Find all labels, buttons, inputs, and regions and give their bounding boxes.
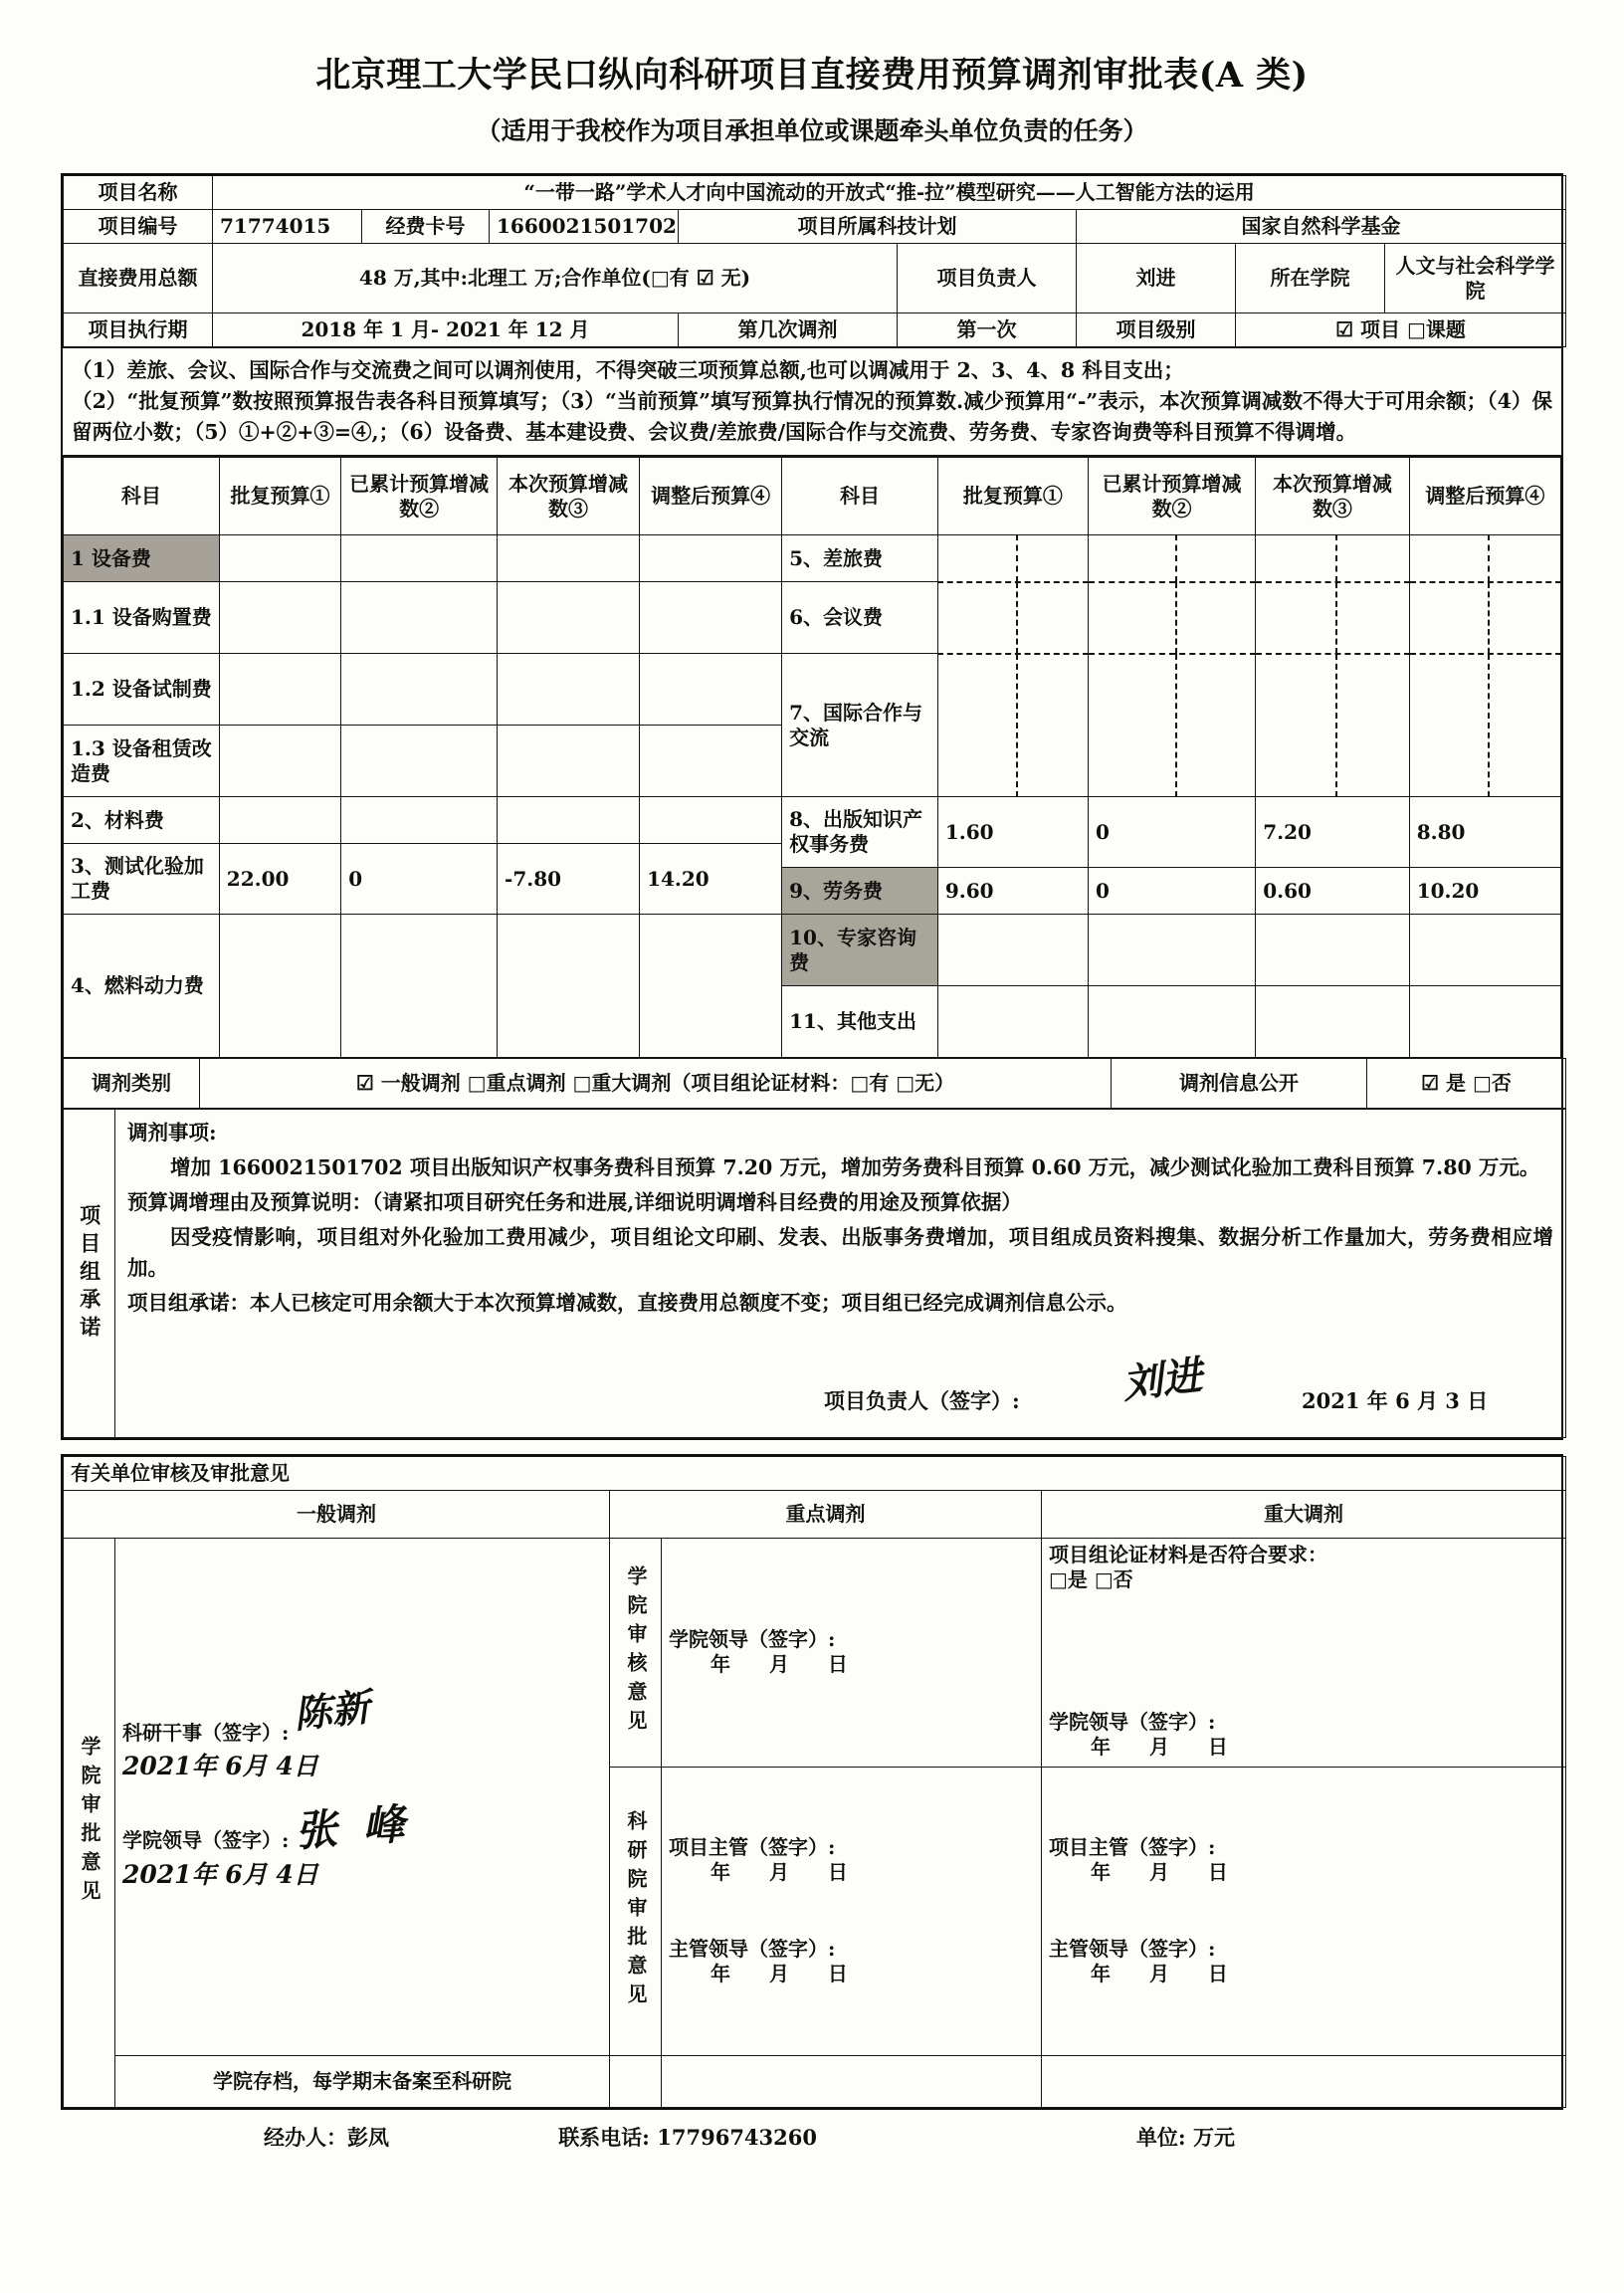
budget-after[interactable] [640, 582, 782, 654]
plan-value: 国家自然科学基金 [1077, 210, 1566, 244]
commitment-side-label: 项目组承诺 [77, 1203, 102, 1344]
table-row [64, 654, 1561, 726]
key-review-side-label-cell [610, 1538, 662, 1767]
leader-signature-row [127, 1352, 1553, 1427]
budget-after[interactable] [640, 654, 782, 726]
archive-note: 学院存档，每学期末备案至科研院 [115, 2055, 610, 2107]
adjust-times-value: 第一次 [898, 313, 1077, 347]
budget-subject: 1.3 设备租赁改造费 [64, 726, 220, 797]
card-no-value: 1660021501702 [490, 210, 679, 244]
college-label: 所在学院 [1236, 244, 1385, 313]
budget-current[interactable]: 7.20 [1256, 797, 1410, 868]
archive-spacer-1 [610, 2055, 662, 2107]
adjustment-items-title: 调剂事项: [127, 1121, 217, 1146]
approval-col-major: 重大调剂 [1042, 1490, 1566, 1538]
budget-cumulative[interactable] [341, 535, 498, 582]
budget-after[interactable] [640, 915, 782, 1058]
commitment-body-cell [115, 1110, 1566, 1438]
budget-approved[interactable] [937, 582, 1088, 654]
budget-cumulative[interactable] [1088, 582, 1255, 654]
footer-bar [61, 2122, 1563, 2152]
instruction-line-1: （1）差旅、会议、国际合作与交流费之间可以调剂使用，不得突破三项预算总额,也可以调减用于 2、3、4、8 科目支出； [72, 358, 1184, 382]
project-info-table [63, 175, 1566, 347]
leader-signature-handwriting: 刘进 [1119, 1352, 1205, 1408]
major-materials-question: 项目组论证材料是否符合要求： [1049, 1542, 1327, 1566]
project-no-value: 71774015 [213, 210, 362, 244]
table-row [64, 176, 1566, 210]
budget-after[interactable] [1409, 535, 1560, 582]
general-approval-cell [115, 1538, 610, 2055]
col-approved-left: 批复预算① [219, 458, 340, 535]
instructions-block [63, 347, 1561, 457]
general-leader-signature: 张峰 [294, 1797, 433, 1856]
unit-value: 万元 [1193, 2124, 1235, 2150]
disclosure-value[interactable]: ☑ 是 □否 [1367, 1059, 1566, 1109]
key-college-leader-date: 年 月 日 [710, 1652, 864, 1677]
budget-after[interactable] [1409, 915, 1560, 986]
page-title: 北京理工大学民口纵向科研项目直接费用预算调剂审批表(A 类) [315, 55, 1309, 96]
approval-section-title: 有关单位审核及审批意见 [64, 1456, 1566, 1490]
instruction-line-2: （2）“批复预算”数按照预算报告表各科目预算填写；（3）“当前预算”填写预算执行情况的预算数.减少预算用“-”表示，本次预算调减数不得大于可用余额；（4）保留两位小数；（5）①+②+③=④,；（6）设备费、基本建设费、会议费/差旅费/国际合作与交流费、劳务费、专家咨询费等科目预算不得调增。 [72, 388, 1552, 444]
col-after-left: 调整后预算④ [640, 458, 782, 535]
category-options[interactable]: ☑ 一般调剂 □重点调剂 □重大调剂（项目组论证材料：□有 □无） [200, 1059, 1112, 1109]
col-approved-right: 批复预算① [937, 458, 1088, 535]
general-officer-signature: 陈新 [292, 1684, 372, 1738]
budget-current[interactable] [498, 535, 640, 582]
table-row [64, 797, 1561, 844]
table-row [64, 535, 1561, 582]
budget-current[interactable]: 0.60 [1256, 868, 1410, 915]
approval-frame [61, 1454, 1563, 2110]
budget-subject: 1 设备费 [64, 535, 220, 582]
budget-cumulative[interactable]: 0 [1088, 868, 1255, 915]
budget-after[interactable] [1409, 986, 1560, 1058]
table-row [64, 2055, 1566, 2107]
major-college-leader-date: 年 月 日 [1091, 1734, 1244, 1759]
budget-approved[interactable] [937, 654, 1088, 797]
major-college-leader-label: 学院领导（签字）: [1049, 1709, 1216, 1734]
table-row [64, 313, 1566, 347]
budget-adjustment-table [63, 457, 1561, 1058]
reason-title: 预算调增理由及预算说明：（请紧扣项目研究任务和进展,详细说明调增科目经费的用途及预算依据） [127, 1189, 1022, 1214]
budget-subject: 10、专家咨询费 [782, 915, 938, 986]
leader-label: 项目负责人 [898, 244, 1077, 313]
key-institute-side-label: 科研院审批意见 [624, 1809, 648, 2012]
budget-header-row [64, 458, 1561, 535]
major-supervisor-label: 主管领导（签字）: [1049, 1937, 1216, 1962]
budget-cumulative[interactable] [341, 654, 498, 726]
adjustment-category-table [63, 1058, 1566, 1109]
general-officer-label: 科研干事（签字）: [122, 1721, 290, 1746]
budget-current[interactable] [498, 654, 640, 726]
general-leader-date: 2021年 6月 4日 [122, 1860, 318, 1890]
total-budget-label: 直接费用总额 [64, 244, 213, 313]
budget-cumulative[interactable] [1088, 986, 1255, 1058]
budget-approved[interactable]: 9.60 [937, 868, 1088, 915]
budget-subject: 2、材料费 [64, 797, 220, 844]
handler-value: 彭凤 [347, 2124, 389, 2150]
project-name-label: 项目名称 [64, 176, 213, 210]
commitment-side-label-cell [64, 1110, 115, 1438]
col-current-left: 本次预算增减数③ [498, 458, 640, 535]
budget-cumulative[interactable] [341, 915, 498, 1058]
project-level-label: 项目级别 [1077, 313, 1236, 347]
budget-approved[interactable] [219, 726, 340, 797]
budget-cumulative[interactable]: 0 [341, 844, 498, 915]
page-subtitle: （适用于我校作为项目承担单位或课题牵头单位负责的任务） [476, 116, 1148, 145]
budget-cumulative[interactable] [1088, 535, 1255, 582]
budget-current[interactable] [498, 915, 640, 1058]
handler-label: 经办人： [264, 2124, 347, 2150]
table-row [64, 1456, 1566, 1490]
general-officer-date: 2021年 6月 4日 [122, 1751, 318, 1780]
budget-subject: 6、会议费 [782, 582, 938, 654]
phone-label: 联系电话: [558, 2124, 650, 2150]
title-block [0, 0, 1624, 147]
table-row [64, 1110, 1566, 1438]
budget-current[interactable] [1256, 582, 1410, 654]
key-supervisor-date: 年 月 日 [710, 1962, 864, 1986]
total-budget-value: 48 万,其中:北理工 万;合作单位(□有 ☑ 无) [213, 244, 898, 313]
budget-after[interactable] [640, 726, 782, 797]
major-materials-cell [1042, 1538, 1566, 1767]
key-supervisor-label: 主管领导（签字）: [669, 1937, 836, 1962]
adjustment-items-body: 增加 1660021501702 项目出版知识产权事务费科目预算 7.20 万元，增加劳务费科目预算 0.60 万元，减少测试化验加工费科目预算 7.80 万元。 [170, 1155, 1540, 1180]
key-project-manager-label: 项目主管（签字）: [669, 1835, 836, 1860]
disclosure-label: 调剂信息公开 [1112, 1059, 1367, 1109]
col-subject-left: 科目 [64, 458, 220, 535]
budget-after[interactable] [1409, 582, 1560, 654]
table-row [64, 582, 1561, 654]
budget-subject: 1.2 设备试制费 [64, 654, 220, 726]
major-supervisor-date: 年 月 日 [1091, 1962, 1244, 1986]
project-name-value: “一带一路”学术人才向中国流动的开放式“推-拉”模型研究——人工智能方法的运用 [213, 176, 1566, 210]
budget-current[interactable] [498, 726, 640, 797]
major-managers-cell [1042, 1767, 1566, 2055]
main-form-frame [61, 173, 1563, 1440]
archive-spacer-2 [662, 2055, 1042, 2107]
budget-after[interactable]: 8.80 [1409, 797, 1560, 868]
table-row [64, 210, 1566, 244]
archive-spacer-3 [1042, 2055, 1566, 2107]
key-college-leader-cell [662, 1538, 1042, 1767]
budget-subject: 9、劳务费 [782, 868, 938, 915]
budget-current[interactable] [498, 582, 640, 654]
budget-after[interactable]: 10.20 [1409, 868, 1560, 915]
leader-signature-date: 2021 年 6 月 3 日 [1302, 1387, 1489, 1413]
budget-current[interactable] [1256, 654, 1410, 797]
budget-cumulative[interactable] [1088, 654, 1255, 797]
major-materials-options[interactable]: □是 □否 [1049, 1566, 1133, 1591]
adjust-times-label: 第几次调剂 [679, 313, 898, 347]
key-college-leader-label: 学院领导（签字）: [669, 1627, 836, 1652]
general-side-label: 学院审批意见 [78, 1736, 102, 1910]
phone-field [389, 2122, 817, 2152]
college-value: 人文与社会科学学院 [1385, 244, 1566, 313]
budget-approved[interactable] [219, 797, 340, 844]
project-level-value[interactable]: ☑ 项目 □课题 [1236, 313, 1566, 347]
major-project-manager-label: 项目主管（签字）: [1049, 1835, 1216, 1860]
budget-subject: 8、出版知识产权事务费 [782, 797, 938, 868]
budget-approved[interactable]: 22.00 [219, 844, 340, 915]
budget-after[interactable] [1409, 654, 1560, 797]
table-row [64, 1490, 1566, 1538]
key-review-side-label: 学院审核意见 [624, 1565, 648, 1740]
budget-subject: 3、测试化验加工费 [64, 844, 220, 915]
leader-value: 刘进 [1077, 244, 1236, 313]
budget-cumulative[interactable] [341, 797, 498, 844]
card-no-label: 经费卡号 [362, 210, 490, 244]
col-subject-right: 科目 [782, 458, 938, 535]
budget-approved[interactable]: 1.60 [937, 797, 1088, 868]
reason-body: 因受疫情影响，项目组对外化验加工费用减少，项目组论文印刷、发表、出版事务费增加，项目组成员资料搜集、数据分析工作量加大，劳务费相应增加。 [127, 1224, 1553, 1281]
col-current-right: 本次预算增减数③ [1256, 458, 1410, 535]
col-cumulative-right: 已累计预算增减数② [1088, 458, 1255, 535]
general-side-label-cell [64, 1538, 115, 2107]
key-project-manager-date: 年 月 日 [710, 1860, 864, 1885]
col-cumulative-left: 已累计预算增减数② [341, 458, 498, 535]
budget-after[interactable] [640, 797, 782, 844]
approval-table [63, 1456, 1566, 2108]
budget-current[interactable]: -7.80 [498, 844, 640, 915]
phone-value: 17796743260 [657, 2124, 817, 2150]
budget-approved[interactable] [219, 654, 340, 726]
period-label: 项目执行期 [64, 313, 213, 347]
budget-current[interactable] [498, 797, 640, 844]
budget-current[interactable] [1256, 535, 1410, 582]
key-managers-cell [662, 1767, 1042, 2055]
unit-label: 单位: [1135, 2124, 1186, 2150]
budget-subject: 11、其他支出 [782, 986, 938, 1058]
budget-after[interactable] [640, 535, 782, 582]
unit-field [817, 2122, 1235, 2152]
approval-col-general: 一般调剂 [64, 1490, 610, 1538]
general-leader-line [122, 1797, 602, 1860]
category-label: 调剂类别 [64, 1059, 200, 1109]
period-value: 2018 年 1 月- 2021 年 12 月 [213, 313, 679, 347]
project-no-label: 项目编号 [64, 210, 213, 244]
budget-cumulative[interactable]: 0 [1088, 797, 1255, 868]
commitment-table [63, 1109, 1566, 1438]
budget-after[interactable]: 14.20 [640, 844, 782, 915]
approval-col-key: 重点调剂 [610, 1490, 1042, 1538]
budget-cumulative[interactable] [1088, 915, 1255, 986]
budget-current[interactable] [1256, 986, 1410, 1058]
promise-text: 项目组承诺：本人已核定可用余额大于本次预算增减数，直接费用总额度不变；项目组已经完成调剂信息公示。 [127, 1291, 1127, 1316]
budget-current[interactable] [1256, 915, 1410, 986]
budget-subject: 4、燃料动力费 [64, 915, 220, 1058]
budget-subject: 7、国际合作与交流 [782, 654, 938, 797]
budget-approved[interactable] [219, 535, 340, 582]
general-leader-label: 学院领导（签字）: [122, 1827, 290, 1852]
budget-subject: 5、差旅费 [782, 535, 938, 582]
col-after-right: 调整后预算④ [1409, 458, 1560, 535]
table-row [64, 915, 1561, 986]
budget-approved[interactable] [937, 535, 1088, 582]
budget-approved[interactable] [219, 915, 340, 1058]
table-row [64, 244, 1566, 313]
budget-approved[interactable] [219, 582, 340, 654]
key-institute-side-label-cell [610, 1767, 662, 2055]
budget-approved[interactable] [937, 915, 1088, 986]
budget-cumulative[interactable] [341, 582, 498, 654]
budget-cumulative[interactable] [341, 726, 498, 797]
table-row [64, 1538, 1566, 1767]
plan-label: 项目所属科技计划 [679, 210, 1077, 244]
leader-signature-label: 项目负责人（签字）: [824, 1387, 1020, 1413]
handler-field [61, 2122, 389, 2152]
table-row [64, 1059, 1566, 1109]
commitment-body [115, 1110, 1565, 1437]
budget-approved[interactable] [937, 986, 1088, 1058]
major-project-manager-date: 年 月 日 [1091, 1860, 1244, 1885]
budget-subject: 1.1 设备购置费 [64, 582, 220, 654]
general-officer-line [122, 1684, 602, 1751]
